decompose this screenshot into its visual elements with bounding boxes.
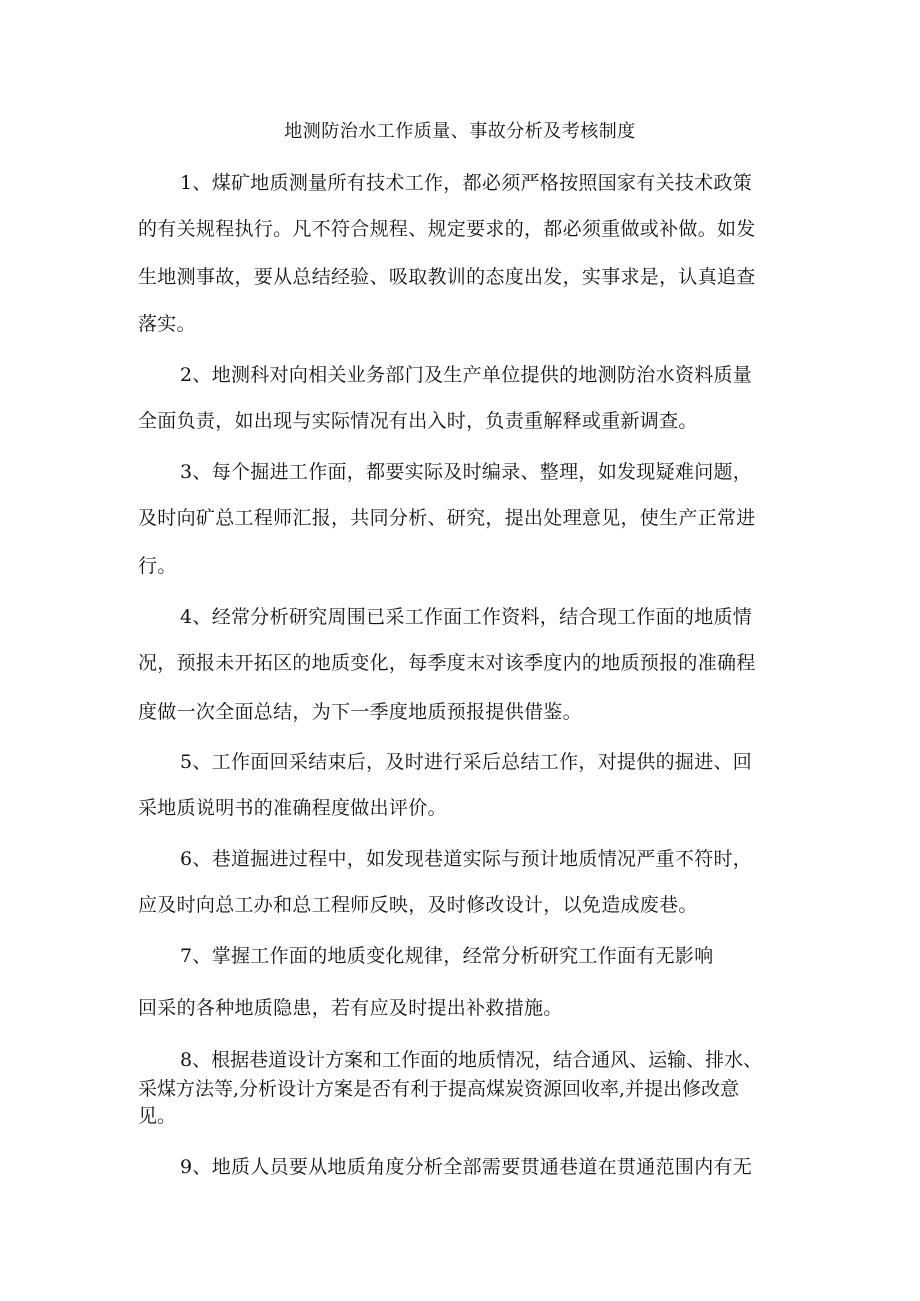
document-title: 地测防治水工作质量、事故分析及考核制度 [284, 121, 636, 142]
paragraph-1-line-3: 生地测事故，要从总结经验、吸取教训的态度出发，实事求是，认真追查 [138, 266, 756, 288]
paragraph-3-line-1: 3、每个掘进工作面，都要实际及时编录、整理，如发现疑难问题， [180, 461, 753, 483]
paragraph-1-line-1: 1、煤矿地质测量所有技术工作，都必须严格按照国家有关技术政策 [180, 172, 753, 194]
paragraph-4-line-1: 4、经常分析研究周围已采工作面工作资料，结合现工作面的地质情 [180, 606, 753, 628]
paragraph-9-line-1: 9、地质人员要从地质角度分析全部需要贯通巷道在贯通范围内有无 [180, 1156, 753, 1178]
paragraph-5-line-1: 5、工作面回采结束后，及时进行采后总结工作，对提供的掘进、回 [180, 751, 753, 773]
paragraph-5-line-2: 采地质说明书的准确程度做出评价。 [138, 797, 447, 819]
paragraph-1-line-4: 落实。 [138, 313, 196, 335]
paragraph-2-line-2: 全面负责，如出现与实际情况有出入时，负责重解释或重新调查。 [138, 410, 698, 432]
paragraph-4-line-2: 况，预报未开拓区的地质变化，每季度末对该季度内的地质预报的准确程 [138, 652, 756, 674]
paragraph-2-line-1: 2、地测科对向相关业务部门及生产单位提供的地测防治水资料质量 [180, 364, 753, 386]
paragraph-4-line-3: 度做一次全面总结，为下一季度地质预报提供借鉴。 [138, 701, 582, 723]
paragraph-8-line-1: 8、根据巷道设计方案和工作面的地质情况，结合通风、运输、排水、 [180, 1049, 763, 1071]
paragraph-8-line-2: 采煤方法等,分析设计方案是否有利于提高煤炭资源回收率,并提出修改意 [138, 1078, 740, 1100]
paragraph-6-line-1: 6、巷道掘进过程中，如发现巷道实际与预计地质情况严重不符时， [180, 848, 753, 870]
paragraph-6-line-2: 应及时向总工办和总工程师反映，及时修改设计，以免造成废巷。 [138, 894, 698, 916]
paragraph-7-line-2: 回采的各种地质隐患，若有应及时提出补救措施。 [138, 997, 563, 1019]
paragraph-7-line-1: 7、掌握工作面的地质变化规律，经常分析研究工作面有无影响 [180, 945, 714, 967]
paragraph-3-line-3: 行。 [138, 555, 177, 577]
paragraph-8-line-3: 见。 [138, 1105, 177, 1127]
paragraph-1-line-2: 的有关规程执行。凡不符合规程、规定要求的，都必须重做或补做。如发 [138, 218, 756, 240]
paragraph-3-line-2: 及时向矿总工程师汇报，共同分析、研究，提出处理意见，使生产正常进 [138, 507, 756, 529]
